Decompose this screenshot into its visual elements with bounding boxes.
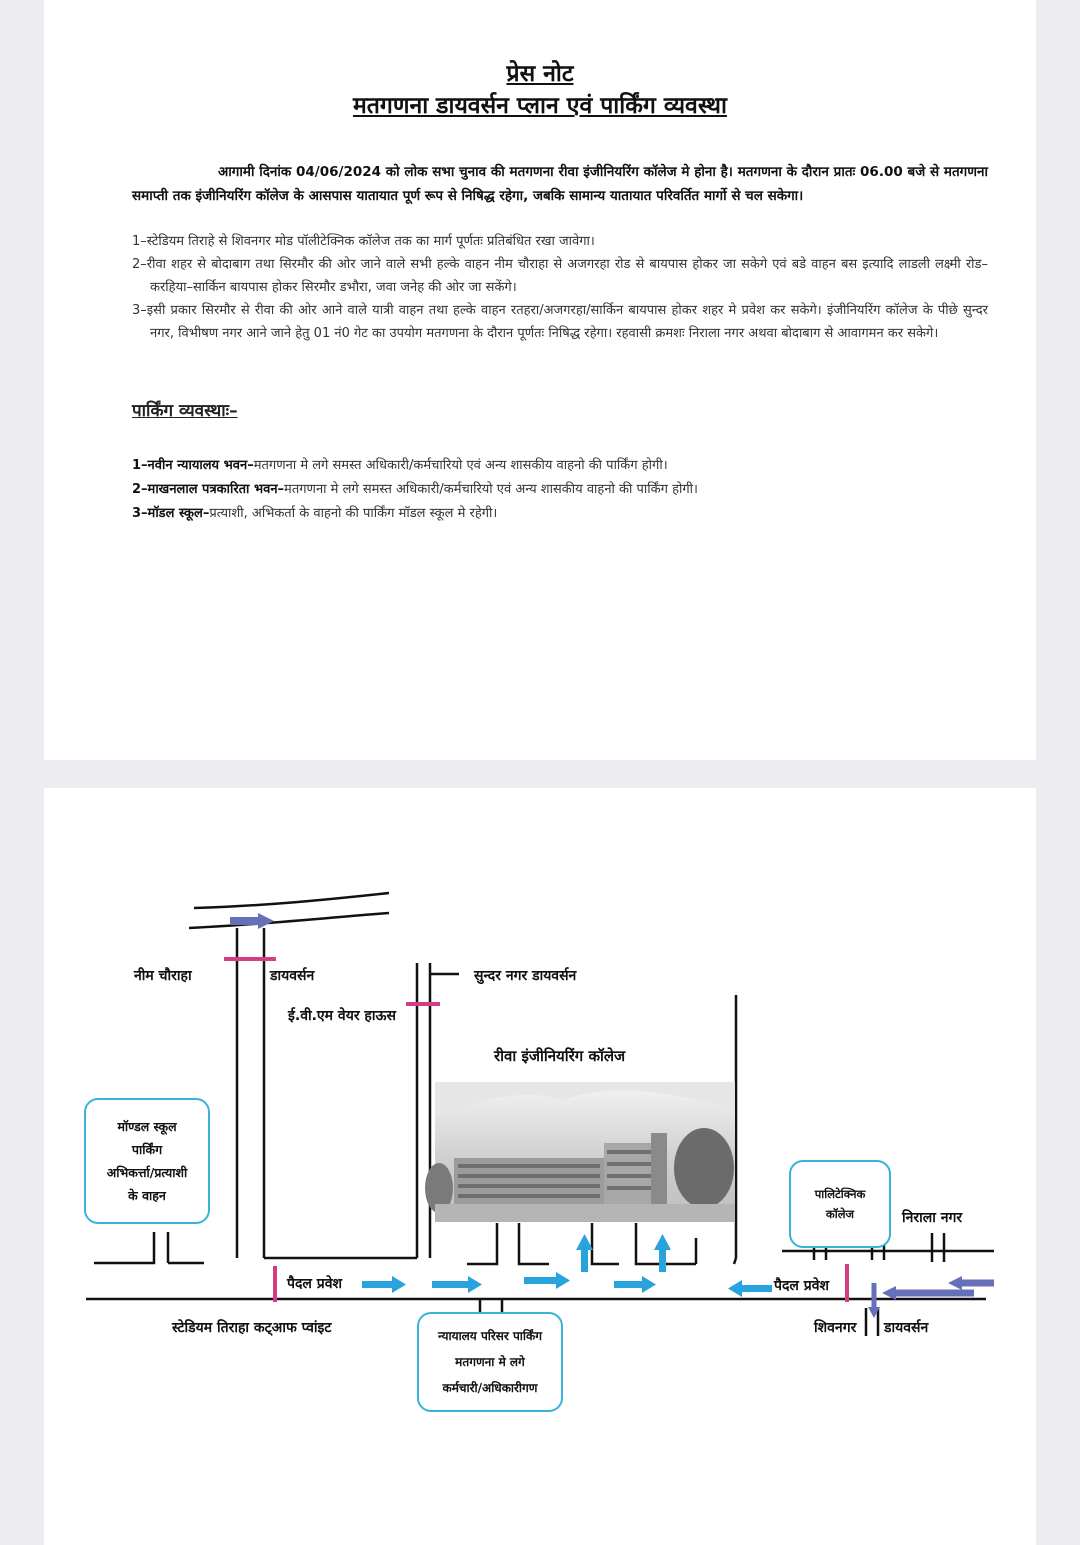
purple-arrow-top (258, 913, 274, 929)
college-gate (467, 1223, 497, 1264)
point-item: 2–रीवा शहर से बोदाबाग तथा सिरमौर की ओर जाने वाले सभी हल्के वाहन नीम चौराहा से अजगरहा रोड से बायपास होकर जा सकेगे एवं बडे वाहन बस इत्यादि लाडली लक्ष्मी रोड–करहिया–सार्किन बायपास होकर सिरमौर डभौरा, जवा जनेह की ओर जा सकेंगे। (132, 257, 988, 295)
parking-item-text: मतगणना मे लगे समस्त अधिकारी/कर्मचारियो एवं अन्य शासकीय वाहनो की पार्किंग होगी। (253, 458, 668, 473)
parking-item-text: मतगणना मे लगे समस्त अधिकारी/कर्मचारियो एवं अन्य शासकीय वाहनो की पार्किंग होगी। (284, 482, 698, 497)
college-gate (519, 1223, 549, 1264)
box-line: कॉलेज (825, 1207, 855, 1221)
press-note-page (44, 0, 1036, 760)
parking-item-text: प्रत्याशी, अभिकर्ता के वाहनो की पार्किंग मॉडल स्कूल मे रहेगी। (209, 506, 498, 521)
diversion-label: डायवर्सन (270, 968, 315, 984)
box-line: पालिटेक्निक (814, 1187, 866, 1201)
nirala-nagar-label: निराला नगर (902, 1210, 963, 1226)
point-item: 3–इसी प्रकार सिरमौर से रीवा की ओर आने वाले यात्री वाहन तथा हल्के वाहन रतहरा/अजगरहा/सार्किन बायपास होकर शहर मे प्रवेश कर सकेगे। इंजीनियरिंग कॉलेज के पीछे सुन्दर नगर, विभीषण नगर आने जाने हेतु 01 नं0 गेट का उपयोग मतगणना के दौरान पूर्णतः निषिद्ध रहेगा। रहवासी क्रमशः निराला नगर अथवा बोदाबाग से आवागमन कर सकेगे। (132, 303, 988, 341)
blue-arrow (614, 1276, 656, 1293)
parking-item (132, 454, 698, 478)
model-school-parking-box (84, 1098, 210, 1224)
traffic-arrows (362, 1234, 772, 1297)
shivnagar-label: शिवनगर (814, 1320, 857, 1336)
box-line: के वाहन (128, 1188, 166, 1203)
parking-heading: पार्किंग व्यवस्थाः– (132, 401, 238, 421)
parking-item-label: 3–मॉडल स्कूल– (132, 506, 210, 521)
purple-arrow-right (948, 1276, 962, 1290)
parking-item (132, 478, 698, 502)
box-line: पार्किंग (131, 1142, 163, 1157)
parking-item (132, 502, 698, 526)
blue-arrow (432, 1276, 482, 1293)
press-note-title: प्रेस नोट (506, 61, 574, 87)
college-gate (592, 1223, 619, 1264)
box-line: मतगणना मे लगे (455, 1355, 525, 1369)
neem-chauraha-label: नीम चौराहा (134, 968, 192, 984)
foot-entry-label: पैदल प्रवेश (287, 1276, 343, 1292)
top-road-upper (194, 893, 389, 908)
box-line: कर्मचारी/अधिकारीगण (442, 1381, 538, 1395)
college-label: रीवा इंजीनियरिंग कॉलेज (494, 1047, 626, 1065)
blue-arrow-up (654, 1234, 671, 1272)
college-gate (734, 1258, 736, 1264)
blue-arrow (362, 1276, 406, 1293)
top-road-lower (189, 913, 389, 928)
diversion-label: डायवर्सन (884, 1320, 929, 1336)
foot-entry-label: पैदल प्रवेश (774, 1278, 830, 1294)
stadium-cutoff-label: स्टेडियम तिराहा कट्आफ प्वांइट (172, 1320, 332, 1336)
evm-warehouse-label: ई.वी.एम वेयर हाऊस (288, 1008, 396, 1024)
intro-paragraph: आगामी दिनांक 04/06/2024 को लोक सभा चुनाव की मतगणना रीवा इंजीनियरिंग कॉलेज मे होना है। मतगणना के दौरान प्रातः 06.00 बजे से मतगणना समाप्ती तक इंजीनियरिंग कॉलेज के आसपास यातायात पूर्ण रूप से निषिद्ध रहेगा, जबकि सामान्य यातायात परिवर्तित मार्गो से चल सकेगा। (132, 164, 988, 204)
diversion-map-page (44, 788, 1036, 1545)
diversion-points (132, 230, 988, 345)
sundar-nagar-diversion-label: सुन्दर नगर डायवर्सन (474, 968, 577, 984)
parking-item-label: 2–माखनलाल पत्रकारिता भवन– (132, 482, 285, 497)
school-drive (94, 1232, 154, 1263)
polytechnic-box (789, 1160, 891, 1248)
box-line: मॉण्डल स्कूल (117, 1119, 177, 1134)
point-item: 1–स्टेडियम तिराहे से शिवनगर मोड पॉलीटेक्निक कॉलेज तक का मार्ग पूर्णतः प्रतिबंधित रखा जावेगा। (132, 234, 595, 249)
blue-arrow (524, 1272, 570, 1289)
title-block (44, 58, 1036, 122)
parking-item-label: 1–नवीन न्यायालय भवन– (132, 458, 254, 473)
court-parking-box (417, 1312, 563, 1412)
box-line: अभिकर्त्ता/प्रत्याशी (106, 1165, 188, 1180)
blue-arrow (728, 1280, 772, 1297)
press-note-subtitle: मतगणना डायवर्सन प्लान एवं पार्किंग व्यवस्था (353, 93, 727, 119)
college-photo (425, 1082, 735, 1222)
box-line: न्यायालय परिसर पार्किंग (438, 1329, 542, 1343)
parking-list (132, 454, 698, 526)
blue-arrow-up (576, 1234, 593, 1272)
